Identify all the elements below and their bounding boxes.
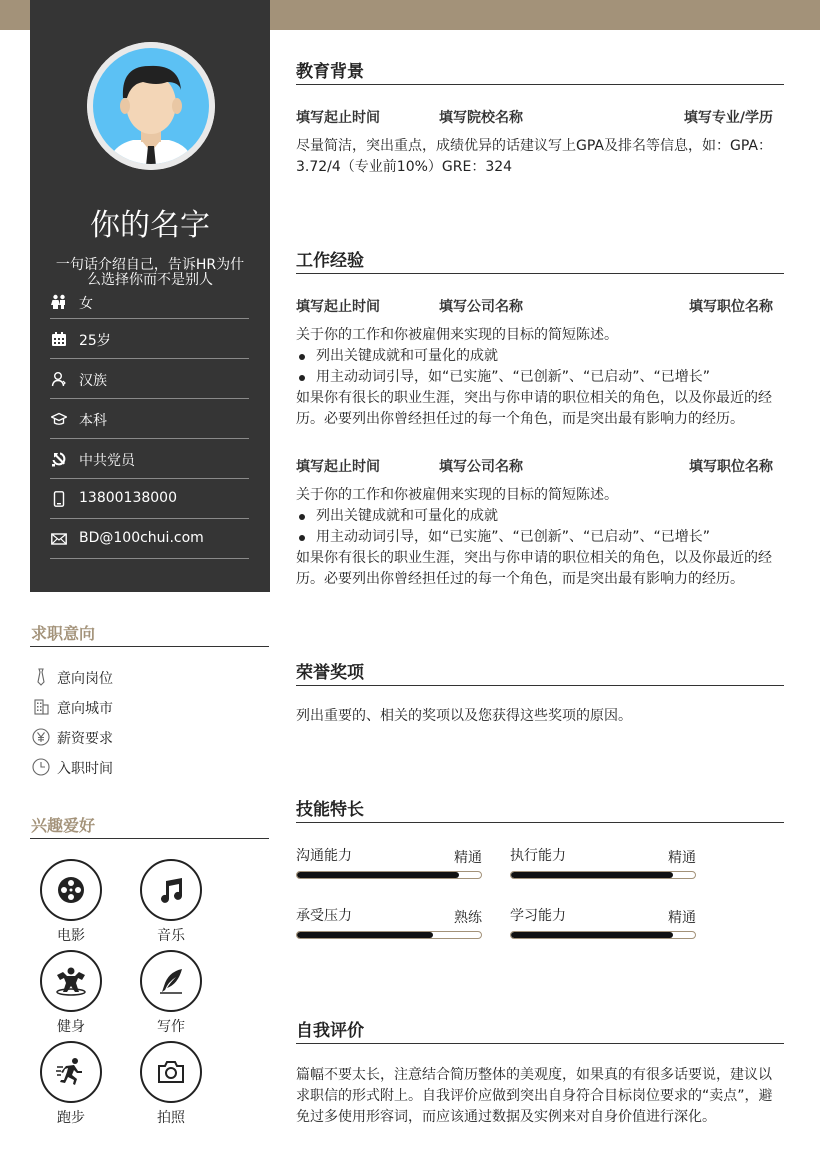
- intent-text: 意向岗位: [57, 671, 113, 687]
- info-ethnicity: [50, 359, 249, 399]
- mail-icon: [51, 531, 67, 547]
- skill-learning: [510, 905, 696, 945]
- work-entry-2-header: [296, 456, 773, 476]
- music-note-icon: [156, 875, 186, 905]
- hobby-movie: [40, 859, 102, 945]
- work-summary: 关于你的工作和你被雇佣来实现的目标的简短陈述。: [296, 487, 618, 503]
- skills-divider: [296, 822, 784, 823]
- info-email: [50, 519, 249, 559]
- profile-name: 你的名字: [90, 208, 210, 243]
- graduation-cap-icon: [51, 411, 67, 427]
- profile-sidebar: [30, 0, 270, 592]
- skill-progress-track: [510, 931, 696, 939]
- work-entry-1-header: [296, 296, 773, 316]
- skills-title: 技能特长: [296, 800, 364, 820]
- skill-progress-fill: [297, 872, 459, 878]
- work-title: 工作经验: [296, 251, 364, 271]
- work-bullet: 列出关键成就和可量化的成就: [296, 506, 776, 527]
- info-text: 25岁: [79, 333, 111, 349]
- hobby-photography: [140, 1041, 202, 1127]
- hammer-sickle-icon: [51, 451, 67, 467]
- hobby-label: 写作: [157, 1019, 185, 1035]
- hobby-writing: [140, 950, 202, 1036]
- self-eval-description: 篇幅不要太长，注意结合简历整体的美观度，如果真的有很多话要说，建议以求职信的形式附上。自我评价应做到突出自身符合目标岗位要求的“卖点”，避免过多使用形容词，而应该通过数据及实例来对自身价值进行深化。: [296, 1067, 773, 1125]
- info-text: 本科: [79, 413, 107, 429]
- hobby-label: 音乐: [157, 928, 185, 944]
- work-date: 填写起止时间: [296, 459, 380, 475]
- skill-level: 精通: [668, 910, 696, 926]
- info-political-status: [50, 439, 249, 479]
- info-age: [50, 319, 249, 359]
- clock-icon: [32, 758, 50, 776]
- skill-level: 精通: [454, 850, 482, 866]
- skill-name: 沟通能力: [296, 848, 352, 864]
- work-position: 填写职位名称: [689, 299, 773, 315]
- info-text: 中共党员: [79, 453, 135, 469]
- personal-info-list: [50, 282, 249, 559]
- hobbies-divider: [30, 838, 269, 839]
- honors-description: 列出重要的、相关的奖项以及您获得这些奖项的原因。: [296, 708, 632, 724]
- skill-stress: [296, 905, 482, 945]
- skill-progress-fill: [511, 932, 673, 938]
- info-education: [50, 399, 249, 439]
- education-title: 教育背景: [296, 62, 364, 82]
- skill-progress-fill: [297, 932, 433, 938]
- hobby-label: 电影: [57, 928, 85, 944]
- skill-level: 精通: [668, 850, 696, 866]
- info-gender: [50, 282, 249, 319]
- info-text: BD@100chui.com: [79, 530, 204, 546]
- work-company: 填写公司名称: [439, 459, 523, 475]
- quill-icon: [156, 966, 186, 996]
- skill-name: 承受压力: [296, 908, 352, 924]
- hobby-running: [40, 1041, 102, 1127]
- work-bullet: 用主动动词引导，如“已实施”、“已创新”、“已启动”、“已增长”: [296, 367, 776, 388]
- profile-intro: 一句话介绍自己，告诉HR为什么选择你而不是别人: [55, 257, 245, 288]
- skill-communication: [296, 845, 482, 885]
- work-bullet: 用主动动词引导，如“已实施”、“已创新”、“已启动”、“已增长”: [296, 527, 776, 548]
- skill-execution: [510, 845, 696, 885]
- work-entry-2-body: [296, 485, 776, 590]
- hobby-label: 拍照: [157, 1110, 185, 1126]
- hobby-fitness: [40, 950, 102, 1036]
- education-date: 填写起止时间: [296, 110, 380, 126]
- work-entry-1-body: [296, 325, 776, 430]
- intent-title: 求职意向: [31, 624, 96, 643]
- intent-text: 意向城市: [57, 701, 113, 717]
- education-description: 尽量简洁，突出重点，成绩优异的话建议写上GPA及排名等信息，如：GPA：3.72/4（专业前10%）GRE：324: [296, 138, 772, 175]
- running-icon: [56, 1057, 86, 1087]
- calendar-icon: [51, 331, 67, 347]
- education-school: 填写院校名称: [439, 110, 523, 126]
- education-header: [296, 107, 773, 127]
- work-company: 填写公司名称: [439, 299, 523, 315]
- self-eval-divider: [296, 1043, 784, 1044]
- hobby-music: [140, 859, 202, 945]
- info-text: 汉族: [79, 373, 107, 389]
- skill-progress-track: [296, 871, 482, 879]
- honors-divider: [296, 685, 784, 686]
- work-divider: [296, 273, 784, 274]
- skill-name: 执行能力: [510, 848, 566, 864]
- intent-text: 入职时间: [57, 761, 113, 777]
- skill-progress-fill: [511, 872, 673, 878]
- skill-progress-track: [296, 931, 482, 939]
- skill-name: 学习能力: [510, 908, 566, 924]
- yen-icon: [32, 728, 50, 746]
- skill-progress-track: [510, 871, 696, 879]
- education-major: 填写专业/学历: [683, 110, 773, 126]
- film-reel-icon: [56, 875, 86, 905]
- hobby-label: 健身: [57, 1019, 85, 1035]
- building-icon: [32, 698, 50, 716]
- fitness-icon: [54, 966, 88, 996]
- phone-icon: [51, 491, 67, 507]
- tie-icon: [32, 668, 50, 686]
- avatar: [87, 42, 215, 170]
- self-eval-title: 自我评价: [296, 1021, 364, 1041]
- hobbies-title: 兴趣爱好: [31, 816, 96, 835]
- work-closing: 如果你有很长的职业生涯，突出与你申请的职位相关的角色，以及你最近的经历。必要列出你曾经担任过的每一个角色，而是突出最有影响力的经历。: [296, 550, 772, 587]
- gender-icon: [51, 294, 67, 310]
- work-date: 填写起止时间: [296, 299, 380, 315]
- hobby-label: 跑步: [57, 1110, 85, 1126]
- work-position: 填写职位名称: [689, 459, 773, 475]
- skill-level: 熟练: [454, 910, 482, 926]
- intent-divider: [30, 646, 269, 647]
- person-icon: [51, 371, 67, 387]
- intent-text: 薪资要求: [57, 731, 113, 747]
- honors-title: 荣誉奖项: [296, 663, 364, 683]
- info-phone: [50, 479, 249, 519]
- info-text: 女: [79, 296, 93, 312]
- work-bullet: 列出关键成就和可量化的成就: [296, 346, 776, 367]
- work-closing: 如果你有很长的职业生涯，突出与你申请的职位相关的角色，以及你最近的经历。必要列出你曾经担任过的每一个角色，而是突出最有影响力的经历。: [296, 390, 772, 427]
- work-summary: 关于你的工作和你被雇佣来实现的目标的简短陈述。: [296, 327, 618, 343]
- info-text: 13800138000: [79, 490, 177, 506]
- education-divider: [296, 84, 784, 85]
- camera-icon: [156, 1057, 186, 1087]
